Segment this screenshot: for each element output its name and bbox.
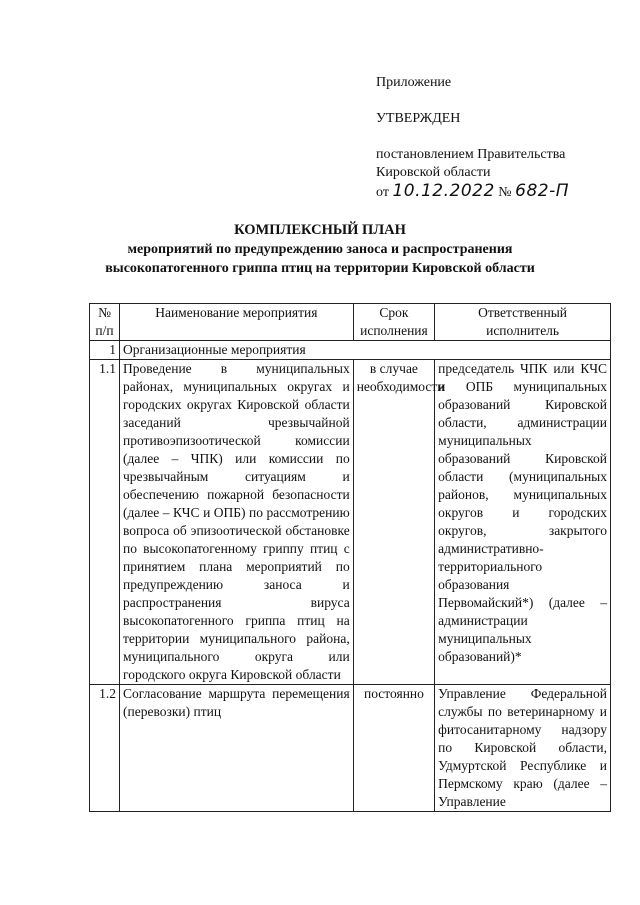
row-name: Проведение в муниципальных районах, муниципальных округах и городских округах Кировской области заседаний чрезвычайной противоэпизоотической комиссии (далее – ЧПК) или комиссии по чрезвычайным ситуациям и обеспечению пожарной безопасности (далее – КЧС и ОПБ) по рассмотрению вопроса об эпизоотической обстановке по высокопатогенному гриппу птиц с принятием плана мероприятий по предупреждению заноса и распространения вируса высокопатогенного гриппа птиц на территории муниципального района, муниципального округа или городского округа Кировской области xyxy=(120,360,354,685)
row-name: Согласование маршрута перемещения (перевозки) птиц xyxy=(120,685,354,812)
title-subtitle-1: мероприятий по предупреждению заноса и распространения xyxy=(127,242,513,257)
section-title: Организационные мероприятия xyxy=(120,341,611,360)
decree-number: 682-П xyxy=(515,181,570,201)
row-num: 1.1 xyxy=(90,360,120,685)
header-resp-line1: Ответственный xyxy=(478,305,568,320)
header-term xyxy=(353,304,434,341)
header-num-line1: № xyxy=(98,305,111,320)
section-row xyxy=(90,341,611,360)
decree-line-1: постановлением Правительства xyxy=(376,147,566,162)
title-main: КОМПЛЕКСНЫЙ ПЛАН xyxy=(234,222,406,238)
header-resp xyxy=(435,304,611,341)
appendix-label: Приложение xyxy=(376,75,452,90)
approval-block xyxy=(376,74,569,202)
header-term-line2: исполнения xyxy=(360,323,428,338)
decree-date-number xyxy=(376,182,569,202)
table-row xyxy=(90,360,611,685)
decree-line-2: Кировской области xyxy=(376,165,491,180)
row-term: в случае необходимости xyxy=(353,360,434,685)
from-label: от xyxy=(376,185,389,200)
document-title xyxy=(0,220,640,278)
table-row xyxy=(90,685,611,812)
row-responsible: председатель ЧПК или КЧС и ОПБ муниципальных образований Кировской области, администрации муниципальных образований Кировской области (муниципальных районов, муниципальных округов и городских округов, закрытого административно-территориального образования Первомайский*) (далее – администрации муниципальных образований)* xyxy=(435,360,611,685)
row-term: постоянно xyxy=(353,685,434,812)
row-num: 1.2 xyxy=(90,685,120,812)
plan-table xyxy=(89,303,611,812)
title-subtitle-2: высокопатогенного гриппа птиц на территории Кировской области xyxy=(105,261,535,276)
number-label: № xyxy=(498,185,512,200)
header-num xyxy=(90,304,120,341)
approved-label: УТВЕРЖДЕН xyxy=(376,111,461,126)
section-num: 1 xyxy=(90,341,120,360)
table-header-row xyxy=(90,304,611,341)
header-num-line2: п/п xyxy=(95,323,114,338)
header-resp-line2: исполнитель xyxy=(486,323,560,338)
header-term-line1: Срок xyxy=(379,305,409,320)
header-name: Наименование мероприятия xyxy=(120,304,354,341)
row-responsible: Управление Федеральной службы по ветеринарному и фитосанитарному надзору по Кировской области, Удмуртской Республике и Пермскому краю (далее – Управление xyxy=(435,685,611,812)
decree-date: 10.12.2022 xyxy=(392,181,495,201)
